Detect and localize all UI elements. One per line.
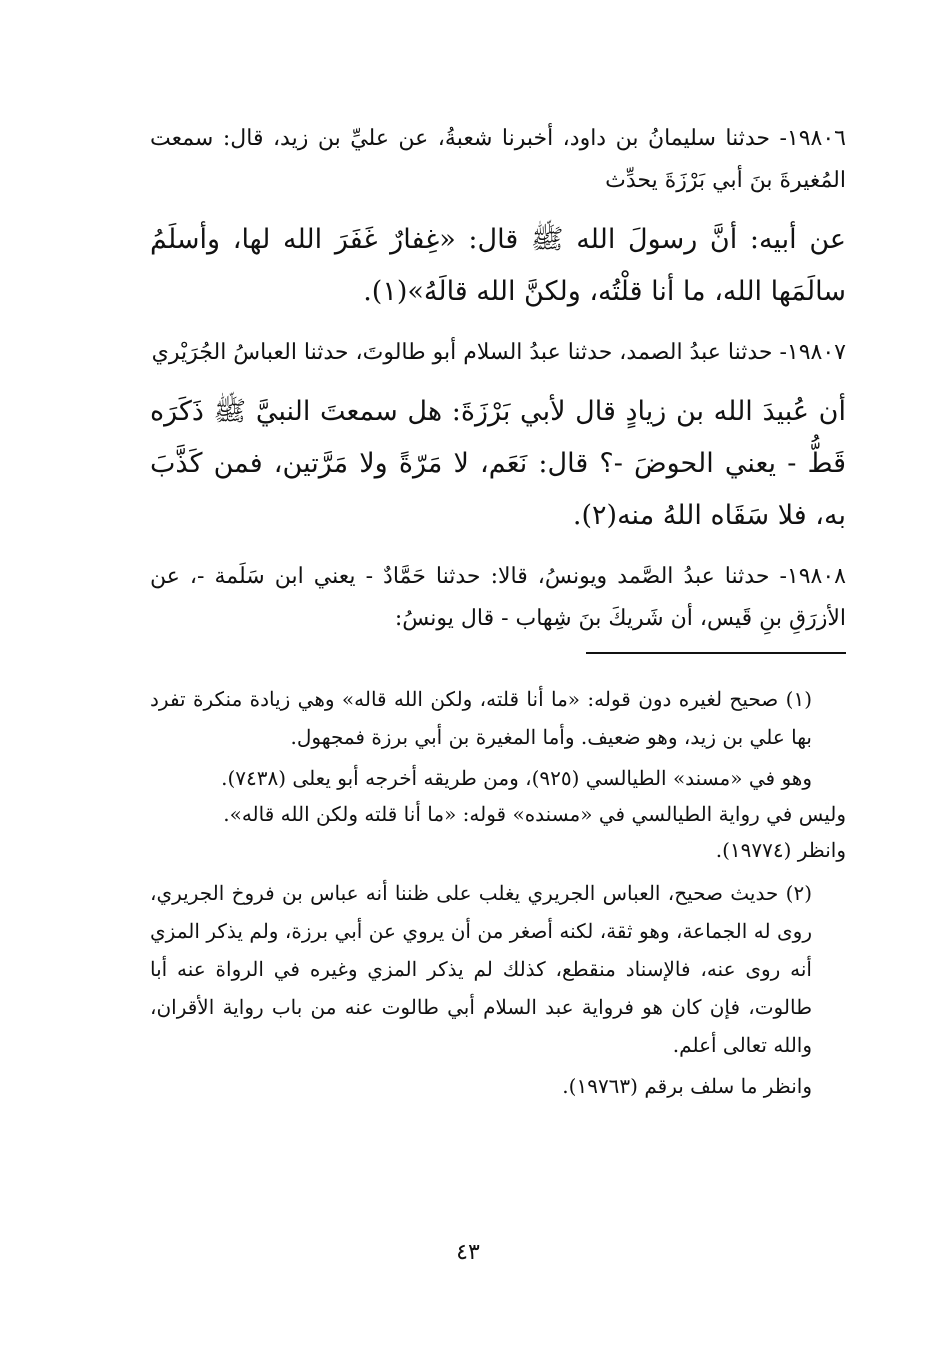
footnote-1-note-line: وليس في رواية الطيالسي في «مسنده» قوله: «ما أنا قلته ولكن الله قاله».: [223, 802, 846, 826]
footnote-1-text: (١) صحيح لغيره دون قوله: «ما أنا قلته، ولكن الله قاله» وهي زيادة منكرة تفرد بها علي بن زيد، وهو ضعيف. وأما المغيرة بن أبي برزة فمجهول.: [150, 687, 812, 749]
footnote-divider: [586, 652, 846, 654]
hadith-19806-matn: عن أبيه: أنَّ رسولَ الله ﷺ قال: «غِفارٌ غَفَرَ الله لها، وأسلَمُ سالَمَها الله، ما أنا قلْتُه، ولكنَّ الله قالَهُ»(١).: [150, 224, 846, 307]
footnote-1-see-also: وانظر (١٩٧٧٤).: [715, 838, 846, 862]
hadith-19807-isnad: ١٩٨٠٧- حدثنا عبدُ الصمد، حدثنا عبدُ السلام أبو طالوتَ، حدثنا العباسُ الجُرَيْري: [151, 340, 846, 365]
footnote-2-see-also: وانظر ما سلف برقم (١٩٧٦٣).: [562, 1074, 812, 1098]
page-body: [150, 118, 846, 1104]
footnote-2-text: (٢) حديث صحيح، العباس الجريري يغلب على ظننا أنه عباس بن فروخ الجريري، روى له الجماعة، وهو ثقة، لكنه أصغر من أن يروي عن أبي برزة، ولم يذكر المزي أنه روى عنه، فالإسناد منقطع، كذلك لم يذكر المزي وغيره في الرواة عنه أبا طالوت، فإن كان هو فرواية عبد السلام أبي طالوت عنه من باب رواية الأقران، والله تعالى أعلم.: [150, 881, 812, 1057]
footnote-1-source-line: وهو في «مسند» الطيالسي (٩٢٥)، ومن طريقه أخرجه أبو يعلى (٧٤٣٨).: [221, 766, 812, 790]
hadith-19807-matn: أن عُبيدَ الله بن زيادٍ قال لأبي بَرْزَةَ: هل سمعتَ النبيَّ ﷺ ذَكَرَه قَطُّ - يعني الحوضَ -؟ قال: نَعَم، لا مَرّةً ولا مَرَّتين، فمن كَذَّبَ به، فلا سَقَاه اللهُ منه(٢).: [150, 396, 846, 531]
page-number: ٤٣: [456, 1240, 480, 1265]
footnotes: [150, 680, 846, 1104]
hadith-19806-isnad: ١٩٨٠٦- حدثنا سليمانُ بن داود، أخبرنا شعبةُ، عن عليِّ بن زيد، قال: سمعت المُغيرةَ بنَ أبي بَرْزَةَ يحدِّث: [150, 126, 846, 193]
hadith-19808-isnad: ١٩٨٠٨- حدثنا عبدُ الصَّمد ويونسُ، قالا: حدثنا حَمَّادٌ - يعني ابن سَلَمة -، عن الأزرَقِ بنِ قَيس، أن شَريكَ بنَ شِهاب - قال يونسُ:: [150, 564, 846, 631]
